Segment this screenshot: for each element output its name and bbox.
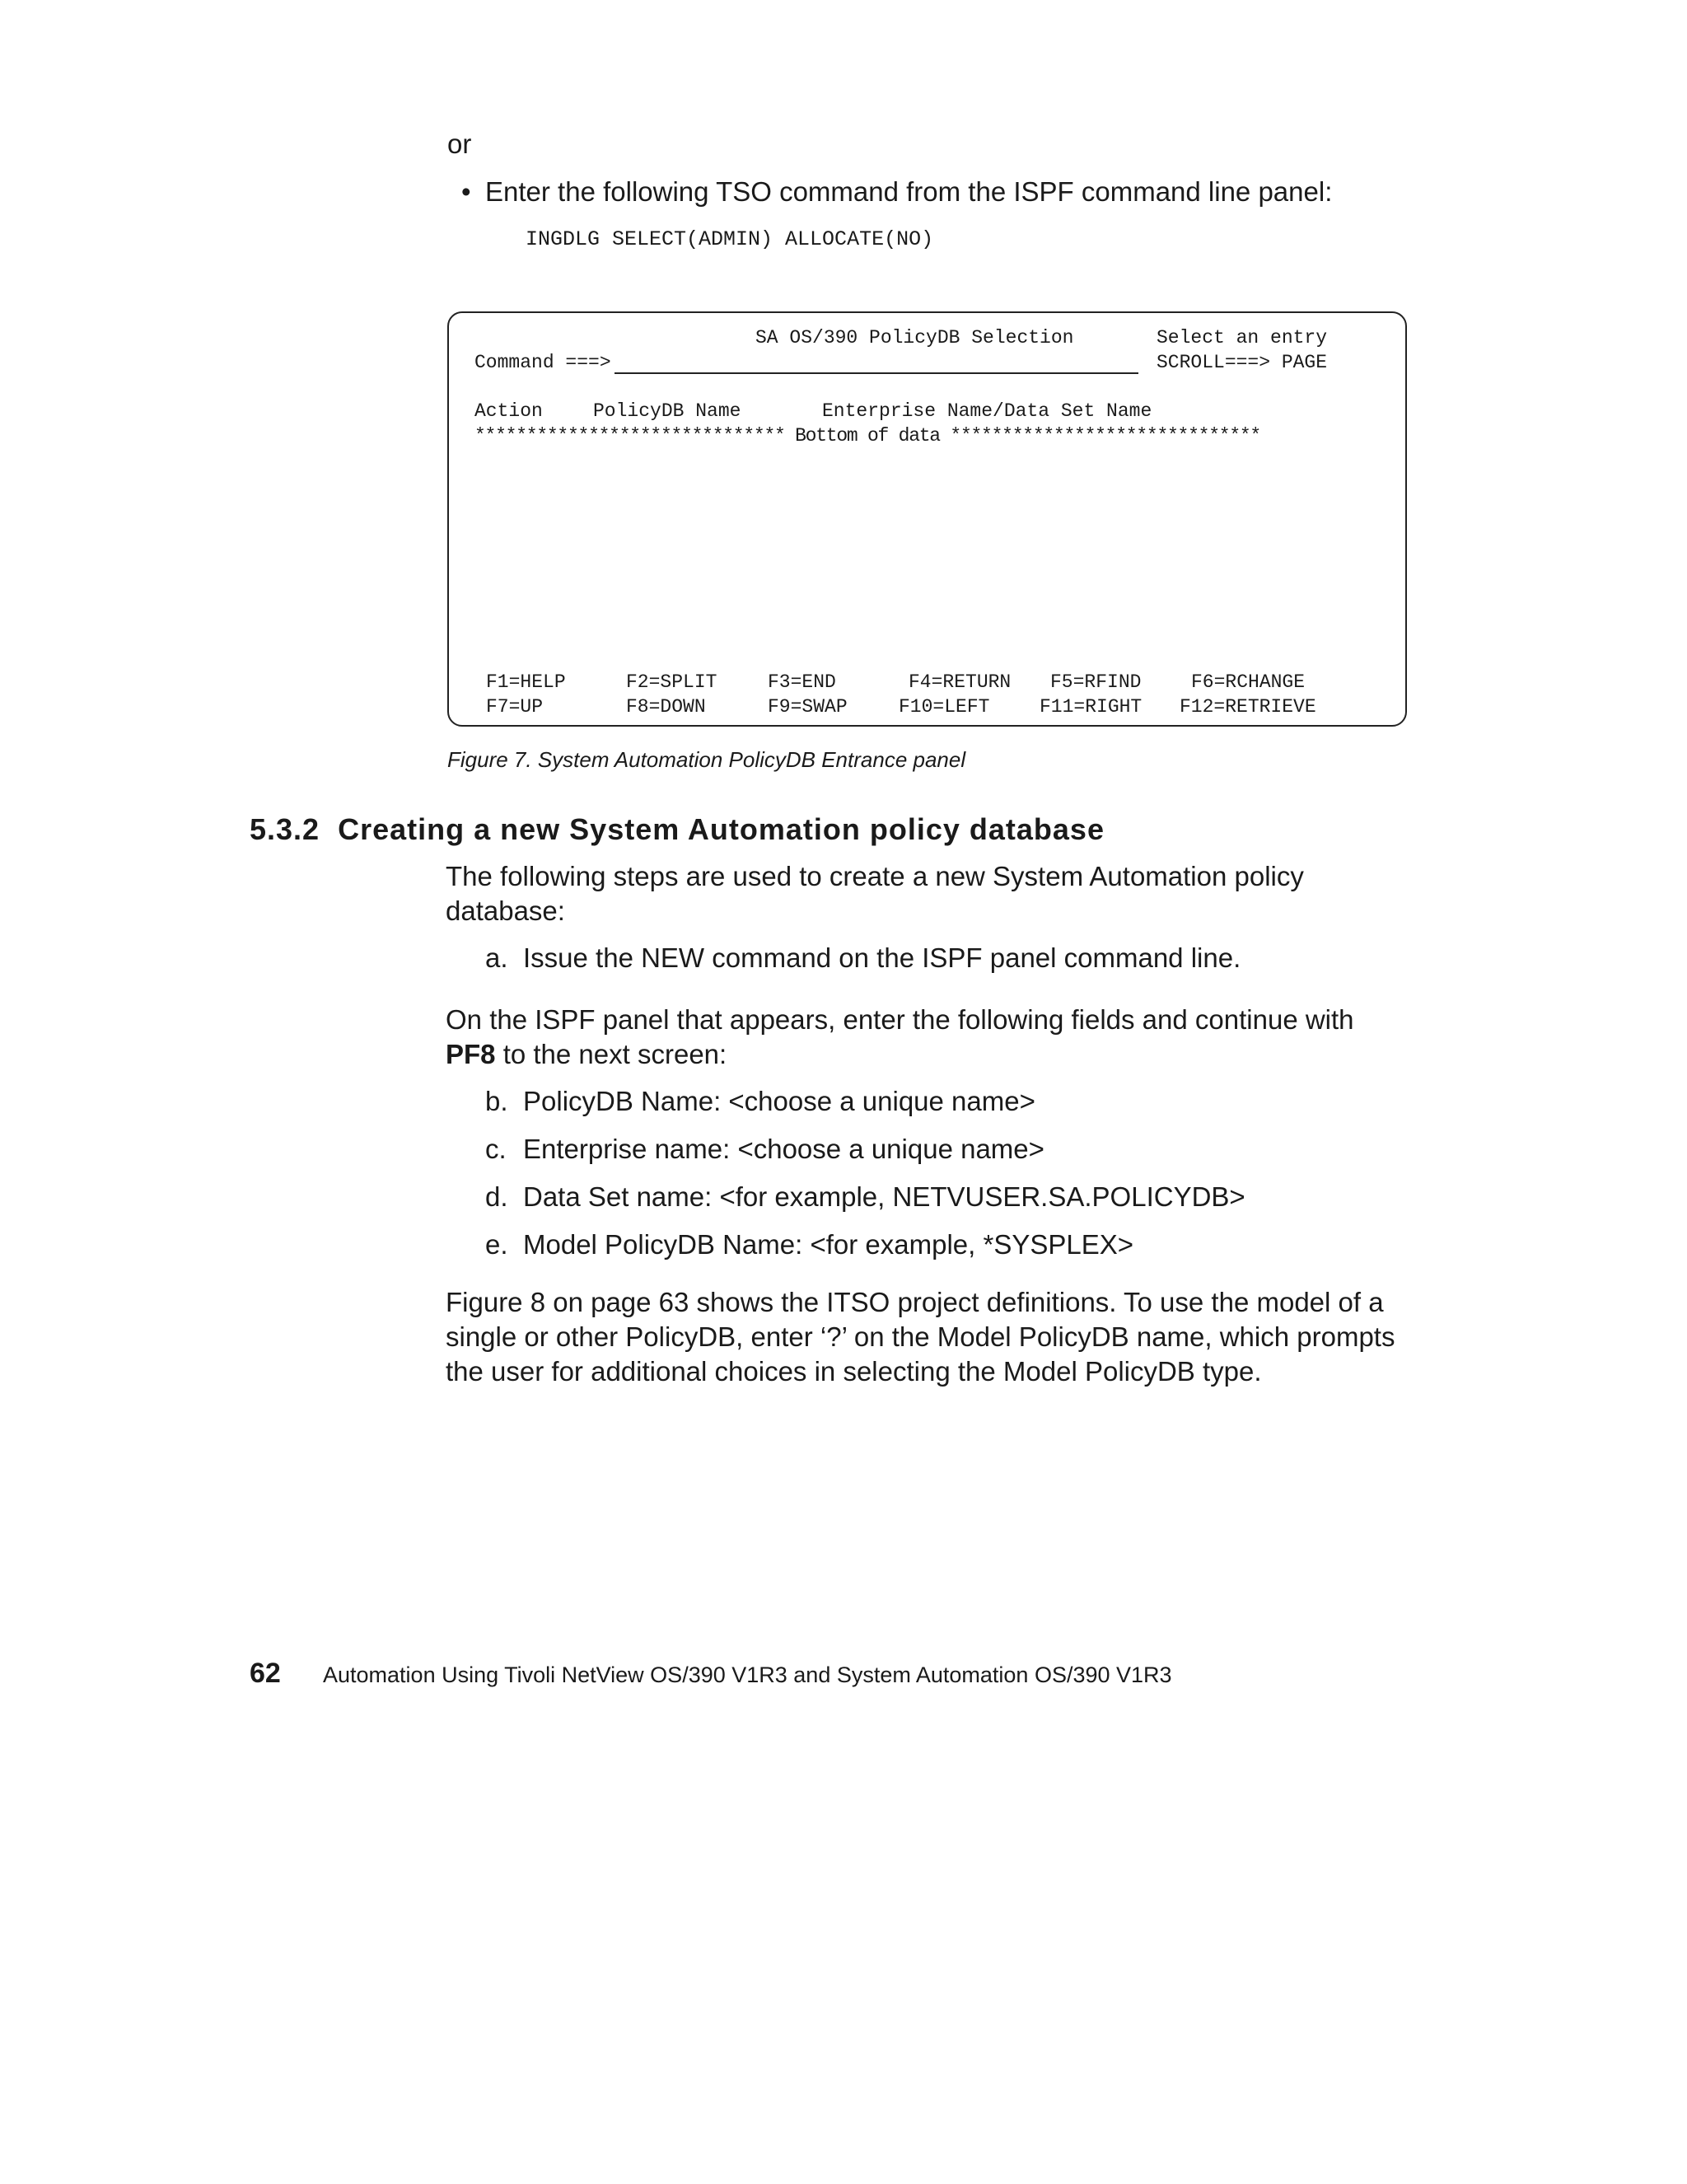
bullet-icon: •: [461, 176, 471, 207]
fkey-f4: F4=RETURN: [909, 671, 1012, 693]
list-item: [485, 1132, 1044, 1167]
step-label: c.: [485, 1134, 507, 1164]
step-text: Data Set name: <for example, NETVUSER.SA.POLICYDB>: [523, 1181, 1245, 1212]
fkey-f12: F12=RETRIEVE: [1180, 696, 1316, 718]
pf8-key: PF8: [446, 1039, 496, 1069]
section-title: Creating a new System Automation policy database: [338, 812, 1105, 846]
bullet-text: Enter the following TSO command from the ISPF command line panel:: [485, 176, 1333, 207]
figure-caption: Figure 7. System Automation PolicyDB Entrance panel: [447, 747, 966, 772]
fkey-f10: F10=LEFT: [899, 696, 990, 718]
step-text: Enterprise name: <choose a unique name>: [523, 1134, 1044, 1164]
command-label: Command ===>: [474, 352, 611, 373]
command-example: INGDLG SELECT(ADMIN) ALLOCATE(NO): [526, 227, 934, 251]
fkey-f8: F8=DOWN: [626, 696, 706, 718]
step-label: d.: [485, 1181, 508, 1212]
step-text: Issue the NEW command on the ISPF panel command line.: [523, 942, 1241, 973]
step-text: PolicyDB Name: <choose a unique name>: [523, 1086, 1035, 1116]
step-label: a.: [485, 942, 508, 973]
footer-book-title: Automation Using Tivoli NetView OS/390 V1R3 and System Automation OS/390 V1R3: [323, 1663, 1172, 1687]
list-item: [485, 1084, 1035, 1119]
fkey-f6: F6=RCHANGE: [1191, 671, 1306, 693]
intro-paragraph: The following steps are used to create a new System Automation policy database:: [446, 861, 1304, 926]
step-a: [485, 941, 1241, 975]
column-header-action: Action: [474, 400, 543, 422]
fkey-f1: F1=HELP: [486, 671, 566, 693]
panel-title: SA OS/390 PolicyDB Selection: [755, 327, 1074, 348]
section-heading: [250, 812, 1105, 847]
step-label: b.: [485, 1086, 508, 1116]
scroll-label: SCROLL===> PAGE: [1157, 352, 1328, 373]
step-text: Model PolicyDB Name: <for example, *SYSPLEX>: [523, 1229, 1134, 1260]
fkey-f9: F9=SWAP: [768, 696, 848, 718]
fkey-f2: F2=SPLIT: [626, 671, 717, 693]
closing-paragraph: Figure 8 on page 63 shows the ITSO project definitions. To use the model of a single or other PolicyDB, enter ‘?’ on the Model PolicyDB name, which prompts the user for additional choices in selecting the Model PolicyDB type.: [446, 1287, 1395, 1387]
step-label: e.: [485, 1229, 508, 1260]
fkey-f3: F3=END: [768, 671, 836, 693]
fkey-f5: F5=RFIND: [1050, 671, 1142, 693]
fkey-f11: F11=RIGHT: [1040, 696, 1143, 718]
column-header-enterprise: Enterprise Name/Data Set Name: [822, 400, 1152, 422]
or-text: or: [447, 129, 472, 159]
fkey-f7: F7=UP: [486, 696, 544, 718]
panel-prompt: Select an entry: [1157, 327, 1328, 348]
column-header-policydb: PolicyDB Name: [593, 400, 741, 422]
list-item: [485, 1228, 1133, 1262]
section-number: 5.3.2: [250, 812, 320, 846]
instructions-paragraph: On the ISPF panel that appears, enter the following fields and continue with PF8 to the next screen:: [446, 1004, 1354, 1069]
page-number: 62: [250, 1658, 281, 1689]
command-input-line: [615, 372, 1138, 374]
bottom-of-data: ****************************** Bottom of data ******************************: [474, 425, 1260, 447]
list-item: [485, 1180, 1245, 1214]
